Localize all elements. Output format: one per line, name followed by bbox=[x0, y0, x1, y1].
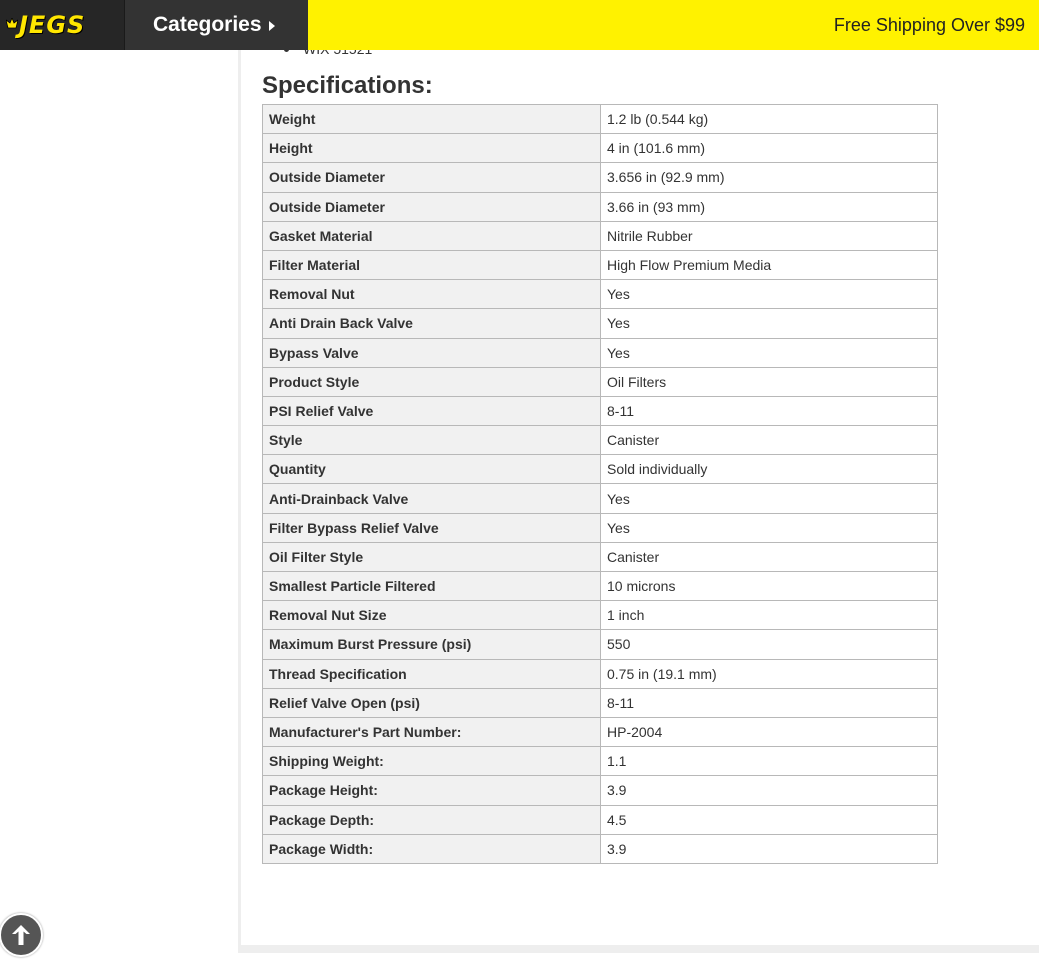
spec-label: Package Width: bbox=[263, 834, 601, 863]
spec-value: 8-11 bbox=[601, 688, 938, 717]
table-row bbox=[263, 805, 938, 834]
spec-value: 1.2 lb (0.544 kg) bbox=[601, 105, 938, 134]
spec-label: Filter Material bbox=[263, 250, 601, 279]
spec-value: 3.9 bbox=[601, 834, 938, 863]
table-row bbox=[263, 192, 938, 221]
spec-value: 4.5 bbox=[601, 805, 938, 834]
product-details-panel bbox=[238, 50, 1039, 945]
spec-label: Outside Diameter bbox=[263, 163, 601, 192]
spec-label: Weight bbox=[263, 105, 601, 134]
table-row bbox=[263, 455, 938, 484]
spec-label: Shipping Weight: bbox=[263, 747, 601, 776]
spec-label: Oil Filter Style bbox=[263, 542, 601, 571]
spec-value: Yes bbox=[601, 309, 938, 338]
logo[interactable] bbox=[0, 0, 124, 50]
logo-crown-icon bbox=[6, 18, 18, 32]
categories-label: Categories bbox=[153, 13, 262, 36]
specifications-table-body bbox=[263, 105, 938, 864]
spec-label: Filter Bypass Relief Valve bbox=[263, 513, 601, 542]
table-row bbox=[263, 105, 938, 134]
spec-label: Relief Valve Open (psi) bbox=[263, 688, 601, 717]
table-row bbox=[263, 542, 938, 571]
spec-label: Package Depth: bbox=[263, 805, 601, 834]
spec-value: 8-11 bbox=[601, 396, 938, 425]
panel-bottom-divider bbox=[238, 945, 1039, 953]
spec-value: Yes bbox=[601, 338, 938, 367]
spec-label: Removal Nut bbox=[263, 280, 601, 309]
spec-value: 4 in (101.6 mm) bbox=[601, 134, 938, 163]
table-row bbox=[263, 280, 938, 309]
table-row bbox=[263, 513, 938, 542]
spec-value: High Flow Premium Media bbox=[601, 250, 938, 279]
table-row bbox=[263, 134, 938, 163]
spec-value: 1 inch bbox=[601, 601, 938, 630]
spec-value: 10 microns bbox=[601, 572, 938, 601]
table-row bbox=[263, 338, 938, 367]
spec-label: Height bbox=[263, 134, 601, 163]
spec-value: Sold individually bbox=[601, 455, 938, 484]
scroll-to-top-button[interactable] bbox=[0, 913, 43, 957]
spec-label: Manufacturer's Part Number: bbox=[263, 717, 601, 746]
spec-value: 3.66 in (93 mm) bbox=[601, 192, 938, 221]
spec-label: Removal Nut Size bbox=[263, 601, 601, 630]
table-row bbox=[263, 221, 938, 250]
table-row bbox=[263, 426, 938, 455]
specifications-heading: Specifications: bbox=[262, 72, 433, 99]
spec-value: Yes bbox=[601, 513, 938, 542]
table-row bbox=[263, 163, 938, 192]
site-header bbox=[0, 0, 1039, 50]
arrow-up-icon bbox=[10, 923, 32, 947]
table-row bbox=[263, 776, 938, 805]
spec-label: Product Style bbox=[263, 367, 601, 396]
caret-right-icon bbox=[269, 21, 275, 31]
table-row bbox=[263, 834, 938, 863]
specifications-table bbox=[262, 104, 938, 864]
spec-label: Anti Drain Back Valve bbox=[263, 309, 601, 338]
spec-label: Anti-Drainback Valve bbox=[263, 484, 601, 513]
spec-value: HP-2004 bbox=[601, 717, 938, 746]
spec-label: Gasket Material bbox=[263, 221, 601, 250]
spec-value: 3.656 in (92.9 mm) bbox=[601, 163, 938, 192]
spec-label: Bypass Valve bbox=[263, 338, 601, 367]
free-shipping-banner[interactable] bbox=[308, 0, 1039, 50]
table-row bbox=[263, 484, 938, 513]
table-row bbox=[263, 717, 938, 746]
spec-value: Canister bbox=[601, 542, 938, 571]
spec-value: Canister bbox=[601, 426, 938, 455]
spec-label: Quantity bbox=[263, 455, 601, 484]
table-row bbox=[263, 630, 938, 659]
table-row bbox=[263, 367, 938, 396]
table-row bbox=[263, 572, 938, 601]
spec-label: PSI Relief Valve bbox=[263, 396, 601, 425]
spec-value: 3.9 bbox=[601, 776, 938, 805]
spec-label: Outside Diameter bbox=[263, 192, 601, 221]
spec-value: 1.1 bbox=[601, 747, 938, 776]
table-row bbox=[263, 250, 938, 279]
table-row bbox=[263, 747, 938, 776]
promo-text: Free Shipping Over $99 bbox=[833, 14, 1025, 35]
logo-wordmark bbox=[6, 11, 85, 39]
categories-menu-button[interactable] bbox=[124, 0, 308, 50]
table-row bbox=[263, 396, 938, 425]
table-row bbox=[263, 601, 938, 630]
table-row bbox=[263, 688, 938, 717]
spec-label: Thread Specification bbox=[263, 659, 601, 688]
table-row bbox=[263, 659, 938, 688]
spec-value: Nitrile Rubber bbox=[601, 221, 938, 250]
spec-label: Maximum Burst Pressure (psi) bbox=[263, 630, 601, 659]
spec-value: 550 bbox=[601, 630, 938, 659]
logo-text: JEGS bbox=[19, 11, 86, 39]
spec-value: Yes bbox=[601, 280, 938, 309]
spec-value: 0.75 in (19.1 mm) bbox=[601, 659, 938, 688]
spec-label: Smallest Particle Filtered bbox=[263, 572, 601, 601]
spec-label: Style bbox=[263, 426, 601, 455]
table-row bbox=[263, 309, 938, 338]
spec-label: Package Height: bbox=[263, 776, 601, 805]
spec-value: Oil Filters bbox=[601, 367, 938, 396]
spec-value: Yes bbox=[601, 484, 938, 513]
